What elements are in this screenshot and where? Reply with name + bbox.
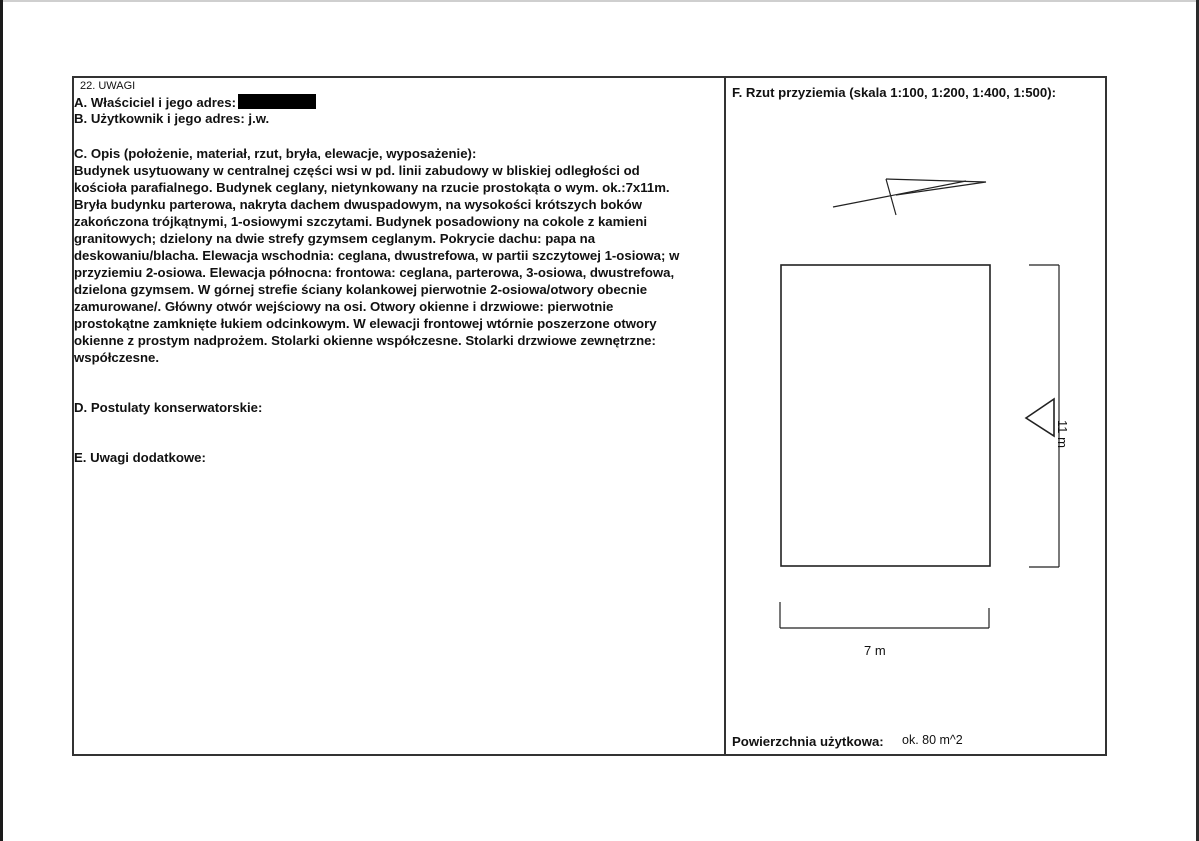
owner-row	[74, 94, 316, 111]
north-arrow-icon	[833, 179, 986, 215]
sheet-left-edge	[0, 0, 3, 841]
owner-label: A. Właściciel i jego adres:	[74, 95, 236, 110]
redacted-owner-address	[238, 94, 316, 109]
additional-notes-label: E. Uwagi dodatkowe:	[74, 450, 206, 465]
entrance-triangle-icon	[1026, 399, 1054, 436]
usable-area-value: ok. 80 m^2	[902, 733, 963, 747]
description-line: granitowych; dzielony na dwie strefy gzymsem ceglanym. Pokrycie dachu: papa na	[74, 231, 596, 246]
section-header: 22. UWAGI	[80, 80, 136, 92]
description-line: zakończona trójkątnymi, 1-osiowymi szczytami. Budynek posadowiony na cokole z kamieni	[74, 214, 648, 229]
height-dimension-label: 11 m	[1055, 420, 1070, 448]
floor-plan-drawing	[726, 150, 1096, 650]
width-dimension-label: 7 m	[864, 643, 886, 658]
description-line: zamurowane/. Główny otwór wejściowy na osi. Otwory okienne i drzwiowe: pierwotnie	[74, 299, 614, 314]
sheet-top-edge	[0, 0, 1199, 2]
description-line: Bryła budynku parterowa, nakryta dachem dwuspadowym, na wysokości krótszych boków	[74, 197, 642, 212]
usable-area-label: Powierzchnia użytkowa:	[732, 734, 884, 749]
description-line: współczesne.	[74, 350, 160, 365]
description-line: deskowaniu/blacha. Elewacja wschodnia: ceglana, dwustrefowa, w partii szczytowej 1-osiowa; w	[74, 248, 680, 263]
description-line: prostokątne zamknięte łukiem odcinkowym. W elewacji frontowej wtórnie poszerzone otwory	[74, 316, 657, 331]
description-line: przyziemiu 2-osiowa. Elewacja północna: frontowa: ceglana, parterowa, 3-osiowa, dwustrefowa,	[74, 265, 675, 280]
user-label: B. Użytkownik i jego adres: j.w.	[74, 111, 270, 126]
description-line: okienne z prostym nadprożem. Stolarki okienne współczesne. Stolarki drzwiowe zewnętrzne:	[74, 333, 656, 348]
description-line: Budynek usytuowany w centralnej części wsi w pd. linii zabudowy w bliskiej odległości od	[74, 163, 640, 178]
floor-plan-title: F. Rzut przyziemia (skala 1:100, 1:200, 1:400, 1:500):	[732, 85, 1056, 100]
building-outline	[781, 265, 990, 566]
description-line: dzielona gzymsem. W górnej strefie ściany kolankowej pierwotnie 2-osiowa/otwory obecnie	[74, 282, 648, 297]
width-dimension-line	[780, 602, 989, 628]
description-line: kościoła parafialnego. Budynek ceglany, nietynkowany na rzucie prostokąta o wym. ok.:7x11m.	[74, 180, 670, 195]
postulates-label: D. Postulaty konserwatorskie:	[74, 400, 263, 415]
description-heading: C. Opis (położenie, materiał, rzut, bryła, elewacje, wyposażenie):	[74, 146, 477, 161]
